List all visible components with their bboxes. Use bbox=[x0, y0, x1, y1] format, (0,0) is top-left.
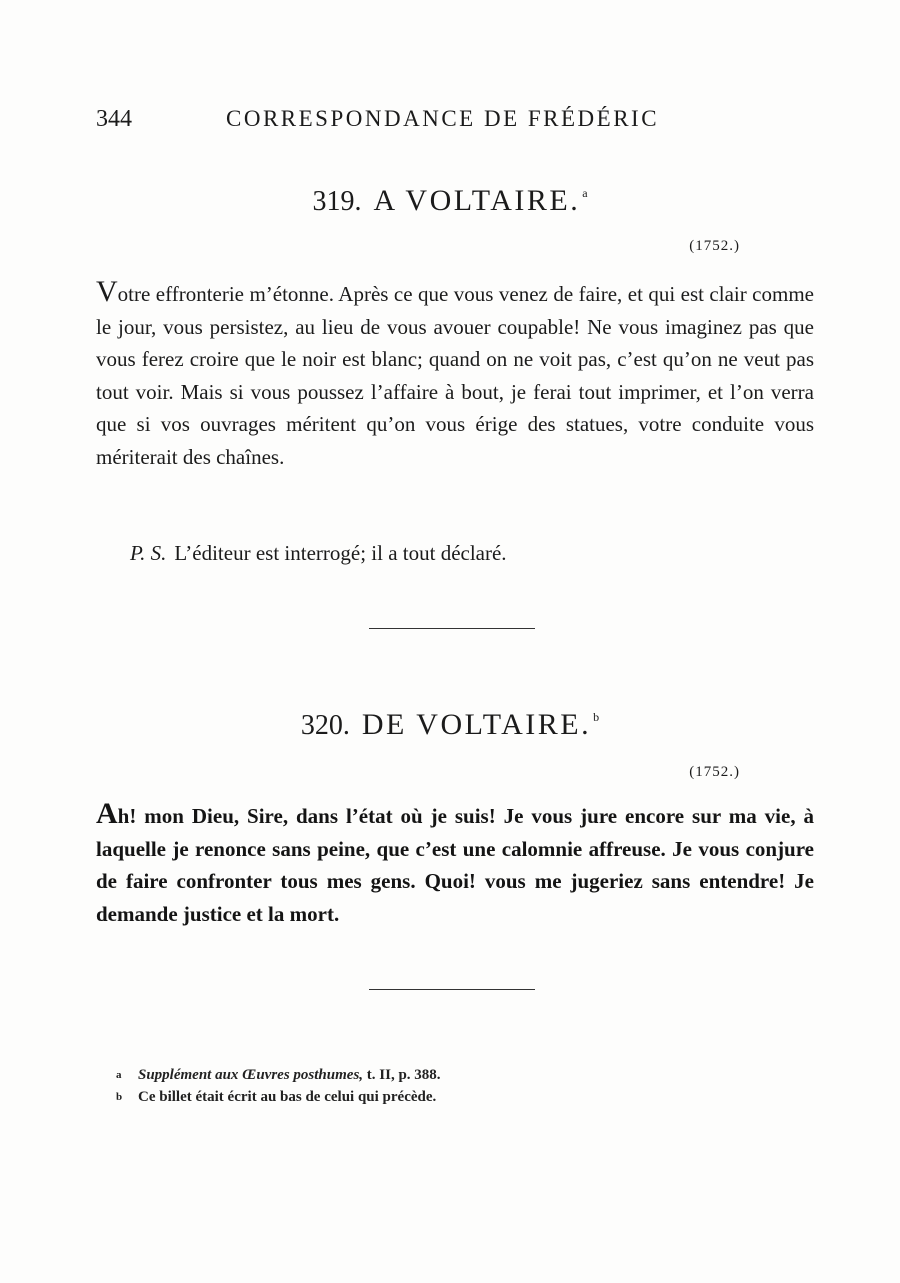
postscript-mark: P. S. bbox=[130, 541, 167, 565]
footnote-a bbox=[116, 1064, 441, 1086]
letter-319-date: (1752.) bbox=[689, 238, 740, 254]
letter-title: A VOLTAIRE. bbox=[373, 184, 581, 217]
postscript bbox=[130, 541, 507, 566]
postscript-text: L’éditeur est interrogé; il a tout déclaré. bbox=[174, 541, 507, 565]
footnote-reference: b bbox=[593, 710, 600, 724]
letter-number: 320. bbox=[300, 710, 350, 741]
running-head bbox=[96, 106, 696, 138]
footnote-source: Supplément aux Œuvres posthumes, bbox=[138, 1067, 364, 1083]
letter-319-body bbox=[96, 275, 814, 473]
letter-320-date: (1752.) bbox=[689, 764, 740, 780]
body-text: otre effronterie m’étonne. Après ce que vous venez de faire, et qui est clair comme le jour, vous persistez, au lieu de vous avouer coupable! Ne vous imaginez pas que vous ferez croire que le noir est blanc; quand on ne voit pas, c’est qu’on ne veut pas tout voir. Mais si vous poussez l’affaire à bout, je ferai tout imprimer, et l’on verra que si vos ouvrages méritent qu’on vous érige des statues, votre conduite vous mériterait des chaînes. bbox=[96, 282, 814, 469]
page-number: 344 bbox=[96, 106, 132, 132]
letter-number: 319. bbox=[312, 186, 362, 217]
letter-320-body bbox=[96, 797, 814, 930]
footnote-text: Ce billet était écrit au bas de celui qui précède. bbox=[138, 1089, 437, 1105]
running-head-title: CORRESPONDANCE DE FRÉDÉRIC bbox=[226, 106, 660, 131]
section-divider bbox=[369, 628, 535, 629]
initial-letter: A bbox=[96, 797, 118, 830]
footnote-b bbox=[116, 1086, 441, 1108]
body-text: h! mon Dieu, Sire, dans l’état où je suis! Je vous jure encore sur ma vie, à laquelle je renonce sans peine, que c’est une calomnie affreuse. Je vous conjure de faire confronter tous mes gens. Quoi! vous me jugeriez sans entendre! Je demande justice et la mort. bbox=[96, 804, 814, 926]
section-divider bbox=[369, 989, 535, 990]
footnotes bbox=[116, 1064, 441, 1108]
footnote-text: t. II, p. 388. bbox=[363, 1067, 441, 1083]
footnote-mark: b bbox=[116, 1091, 123, 1103]
footnote-mark: a bbox=[116, 1069, 122, 1081]
footnote-reference: a bbox=[582, 186, 588, 200]
letter-320-heading bbox=[0, 708, 900, 742]
letter-title: DE VOLTAIRE. bbox=[361, 708, 592, 741]
letter-319-heading bbox=[0, 184, 900, 218]
initial-letter: V bbox=[96, 275, 118, 308]
